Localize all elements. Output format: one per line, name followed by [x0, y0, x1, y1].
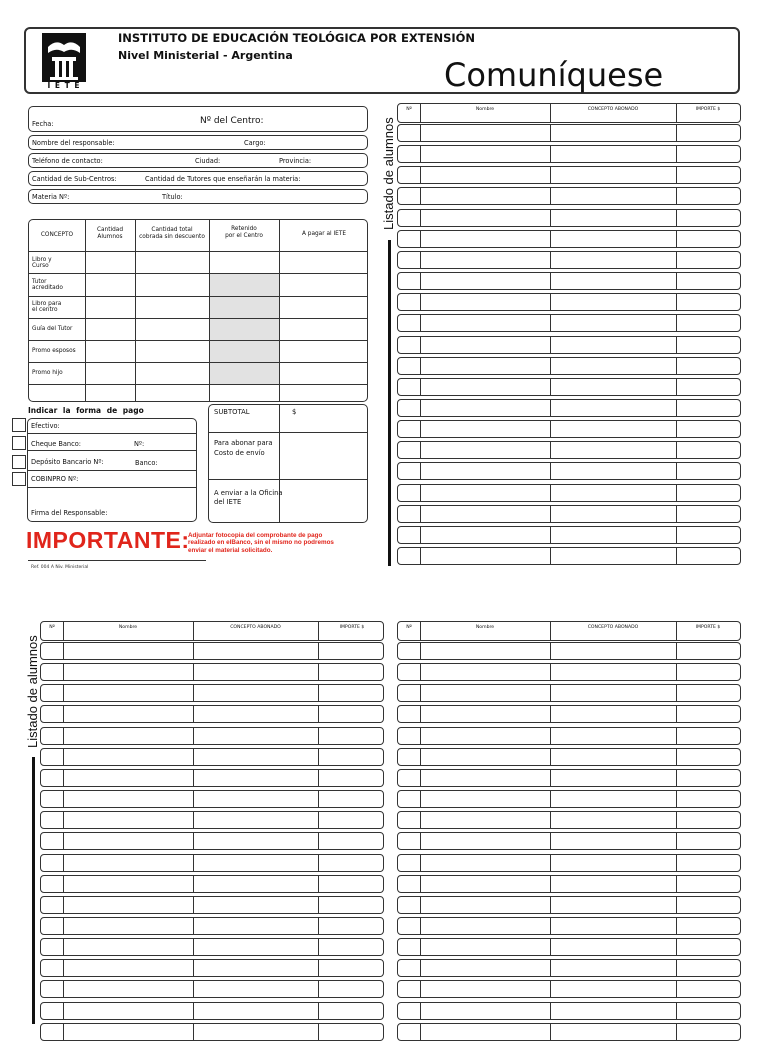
- listing-header-row: [397, 103, 741, 123]
- deposito-checkbox[interactable]: [12, 455, 26, 469]
- table-row[interactable]: [40, 769, 384, 787]
- subcentros-field[interactable]: [28, 171, 368, 186]
- table-row[interactable]: [40, 832, 384, 850]
- table-row[interactable]: [397, 441, 741, 459]
- subcentros-label: Cantidad de Sub-Centros:: [32, 175, 117, 183]
- header-numero: Nº: [49, 625, 55, 630]
- table-row[interactable]: [397, 166, 741, 184]
- table-row[interactable]: [397, 705, 741, 723]
- table-row[interactable]: [397, 484, 741, 502]
- telefono-field[interactable]: [28, 153, 368, 168]
- table-row[interactable]: [397, 917, 741, 935]
- importante-message: Adjuntar fotocopia del comprobante de pago realizado en elBanco, sin el mismo no podremos enviar el material solicitado.: [188, 532, 334, 554]
- table-row[interactable]: [40, 705, 384, 723]
- table-row[interactable]: [397, 727, 741, 745]
- table-row[interactable]: [397, 875, 741, 893]
- listing-header-row: [40, 621, 384, 641]
- table-row[interactable]: [397, 399, 741, 417]
- table-row[interactable]: [397, 663, 741, 681]
- titulo-label: Título:: [162, 193, 183, 201]
- banco-label: Banco:: [135, 459, 158, 467]
- tutores-label: Cantidad de Tutores que enseñarán la materia:: [145, 175, 301, 183]
- table-row[interactable]: [40, 642, 384, 660]
- row-libro-curso: Libro y Curso: [32, 257, 52, 269]
- payment-heading: Indicar la forma de pago: [28, 406, 144, 415]
- table-row[interactable]: [397, 642, 741, 660]
- date-center-field[interactable]: [28, 106, 368, 132]
- table-row[interactable]: [397, 230, 741, 248]
- table-row[interactable]: [397, 769, 741, 787]
- table-row[interactable]: [397, 357, 741, 375]
- header-importe: IMPORTE $: [339, 625, 365, 630]
- table-row[interactable]: [397, 251, 741, 269]
- table-row[interactable]: [397, 187, 741, 205]
- fecha-label: Fecha:: [32, 120, 54, 128]
- header-nombre: Nombre: [475, 107, 495, 112]
- deposito-label: Depósito Bancario Nº:: [31, 458, 104, 466]
- table-row[interactable]: [397, 896, 741, 914]
- table-row[interactable]: [397, 336, 741, 354]
- table-row[interactable]: [397, 505, 741, 523]
- subtotal-label: SUBTOTAL: [214, 408, 250, 416]
- materia-field[interactable]: [28, 189, 368, 204]
- table-row[interactable]: [397, 526, 741, 544]
- header-cantidad-total: Cantidad total cobrada sin descuento: [139, 227, 205, 240]
- table-row[interactable]: [40, 684, 384, 702]
- cobinpro-checkbox[interactable]: [12, 472, 26, 486]
- cargo-label: Cargo:: [244, 139, 266, 147]
- telefono-label: Teléfono de contacto:: [32, 157, 103, 165]
- table-row[interactable]: [40, 980, 384, 998]
- table-row[interactable]: [397, 145, 741, 163]
- listing-header-row: [397, 621, 741, 641]
- header-importe: IMPORTE $: [695, 107, 721, 112]
- envio-label: Para abonar para Costo de envío: [214, 439, 273, 457]
- shaded-cells: [209, 273, 279, 384]
- table-row[interactable]: [40, 938, 384, 956]
- responsable-field[interactable]: [28, 135, 368, 150]
- table-row[interactable]: [40, 854, 384, 872]
- centro-label: Nº del Centro:: [200, 116, 264, 126]
- form-title: Comuníquese: [444, 56, 664, 94]
- materia-label: Materia Nº:: [32, 193, 70, 201]
- efectivo-checkbox[interactable]: [12, 418, 26, 432]
- table-row[interactable]: [40, 959, 384, 977]
- header-concepto: CONCEPTO: [40, 232, 74, 238]
- cheque-checkbox[interactable]: [12, 436, 26, 450]
- table-row[interactable]: [40, 1023, 384, 1041]
- listing-bar-top: [388, 240, 391, 566]
- table-row[interactable]: [397, 378, 741, 396]
- header-numero: Nº: [406, 625, 412, 630]
- table-row[interactable]: [397, 420, 741, 438]
- header-concepto-abonado: CONCEPTO ABONADO: [587, 107, 639, 112]
- row-tutor-acreditado: Tutor acreditado: [32, 279, 63, 291]
- header-concepto-abonado: CONCEPTO ABONADO: [230, 625, 281, 630]
- table-row[interactable]: [397, 1023, 741, 1041]
- oficina-label: A enviar a la Oficina del IETE: [214, 489, 283, 506]
- institution-name: INSTITUTO DE EDUCACIÓN TEOLÓGICA POR EXTENSIÓN: [118, 31, 476, 45]
- row-guia-tutor: Guía del Tutor: [32, 326, 73, 332]
- header-concepto-abonado: CONCEPTO ABONADO: [587, 625, 639, 630]
- table-row[interactable]: [40, 790, 384, 808]
- row-libro-centro: Libro para el centro: [32, 301, 62, 313]
- ciudad-label: Ciudad:: [195, 157, 221, 165]
- payment-options-box: [27, 418, 197, 522]
- firma-label: Firma del Responsable:: [31, 509, 108, 517]
- header-cantidad-alumnos: Cantidad Alumnos: [96, 227, 124, 240]
- table-row[interactable]: [40, 875, 384, 893]
- header-nombre: Nombre: [118, 625, 138, 630]
- responsable-label: Nombre del responsable:: [32, 139, 115, 147]
- totals-box: [208, 404, 368, 523]
- header-nombre: Nombre: [475, 625, 495, 630]
- table-row[interactable]: [397, 1002, 741, 1020]
- reference-code: Ref. 004 A Niv. Ministerial: [31, 565, 89, 570]
- currency-label: $: [292, 408, 297, 416]
- table-row[interactable]: [40, 748, 384, 766]
- institution-level: Nivel Ministerial - Argentina: [118, 49, 293, 62]
- table-row[interactable]: [397, 980, 741, 998]
- table-row[interactable]: [397, 811, 741, 829]
- iete-logo: [42, 33, 86, 91]
- table-row[interactable]: [397, 790, 741, 808]
- provincia-label: Provincia:: [279, 157, 312, 165]
- listing-title-bottom: Listado de alumnos: [25, 635, 40, 748]
- header-numero: Nº: [406, 107, 412, 112]
- table-row[interactable]: [40, 663, 384, 681]
- table-row[interactable]: [397, 748, 741, 766]
- table-row[interactable]: [397, 314, 741, 332]
- table-row[interactable]: [397, 293, 741, 311]
- table-row[interactable]: [397, 462, 741, 480]
- table-row[interactable]: [397, 938, 741, 956]
- listing-title-top: Listado de alumnos: [381, 117, 396, 230]
- cheque-no-label: Nº:: [134, 440, 145, 448]
- header-importe: IMPORTE $: [695, 625, 721, 630]
- cheque-label: Cheque Banco:: [31, 440, 81, 448]
- logo-text: I E T E: [47, 81, 81, 90]
- table-row[interactable]: [397, 959, 741, 977]
- cobinpro-label: COBINPRO Nº:: [31, 475, 79, 483]
- table-row[interactable]: [40, 1002, 384, 1020]
- table-row[interactable]: [397, 124, 741, 142]
- table-row[interactable]: [397, 854, 741, 872]
- table-row[interactable]: [40, 811, 384, 829]
- table-row[interactable]: [40, 917, 384, 935]
- table-row[interactable]: [40, 896, 384, 914]
- importante-label: IMPORTANTE:: [26, 527, 190, 553]
- listing-bar-bottom: [32, 757, 35, 1024]
- table-row[interactable]: [397, 832, 741, 850]
- table-row[interactable]: [397, 547, 741, 565]
- row-promo-hijo: Promo hijo: [32, 370, 63, 376]
- table-row[interactable]: [397, 209, 741, 227]
- table-row[interactable]: [40, 727, 384, 745]
- table-row[interactable]: [397, 272, 741, 290]
- concept-table: [28, 219, 368, 402]
- header-retenido: Retenido por el Centro: [225, 226, 263, 239]
- efectivo-label: Efectivo:: [31, 422, 60, 430]
- row-promo-esposos: Promo esposos: [32, 348, 76, 354]
- table-row[interactable]: [397, 684, 741, 702]
- divider-line: [28, 560, 206, 561]
- header-a-pagar: A pagar al IETE: [301, 231, 347, 237]
